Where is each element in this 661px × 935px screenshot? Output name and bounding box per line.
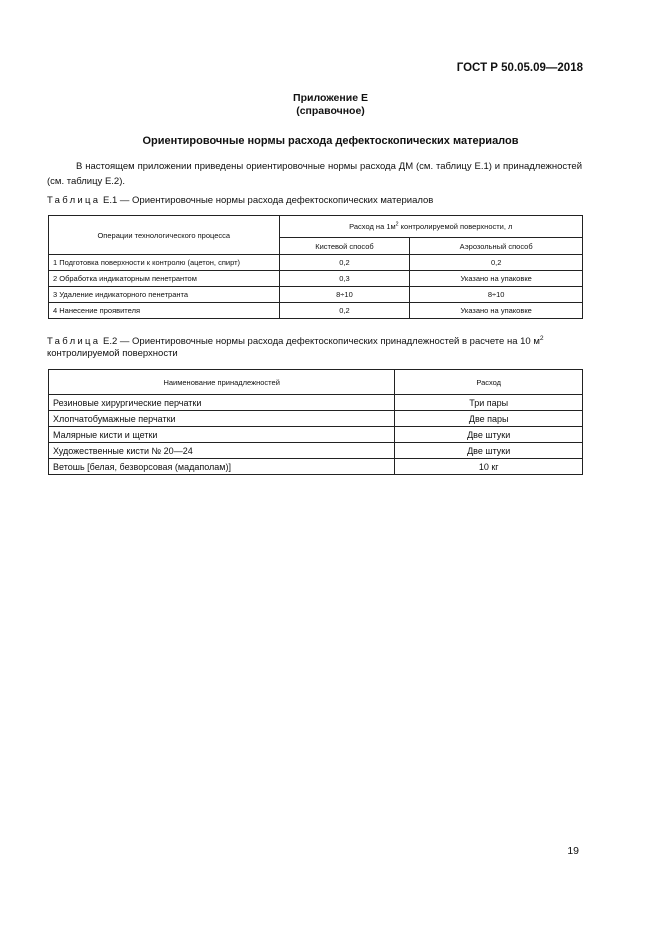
appendix-type: (справочное) [296,105,365,117]
table1-header-consumption-pre: Расход на 1м [349,222,396,231]
table-row [49,271,583,287]
table1-caption [47,195,433,206]
table-row [49,287,583,303]
page-number: 19 [567,845,579,857]
table2-cell-name: Резиновые хирургические перчатки [49,395,395,411]
table2-cell-name: Художественные кисти № 20—24 [49,443,395,459]
table1-cell-brush: 0,3 [279,271,410,287]
table1-header-operation: Операции технологического процесса [49,216,280,255]
table2-cell-name: Малярные кисти и щетки [49,427,395,443]
table1 [48,215,583,319]
table1-cell-operation: 3 Удаление индикаторного пенетранта [49,287,280,303]
table1-header-consumption [279,216,582,238]
intro-paragraph: В настоящем приложении приведены ориентировочные нормы расхода ДМ (см. таблицу Е.1) и принадлежностей (см. таблицу Е.2). [47,161,582,187]
table-row [49,395,583,411]
table2-cell-value: Две пары [395,411,583,427]
table1-cell-aerosol: 0,2 [410,255,583,271]
table1-cell-aerosol: Указано на упаковке [410,271,583,287]
table1-cell-aerosol: Указано на упаковке [410,303,583,319]
table2-cell-name: Ветошь [белая, безворсовая (мадаполам)] [49,459,395,475]
table2-header-consumption: Расход [395,370,583,395]
table1-header-consumption-post: контролируемой поверхности, л [398,222,513,231]
table2-caption-text: Е.2 — Ориентировочные нормы расхода дефектоскопических принадлежностей в расчете на 10 м [103,336,540,347]
table2-caption-label: Таблица [47,336,101,347]
table1-cell-operation: 4 Нанесение проявителя [49,303,280,319]
table-row [49,255,583,271]
table2-cell-value: 10 кг [395,459,583,475]
table-row [49,427,583,443]
appendix-heading [0,92,661,118]
table1-cell-operation: 1 Подготовка поверхности к контролю (ацетон, спирт) [49,255,280,271]
table-row [49,459,583,475]
appendix-title: Приложение Е [293,92,368,104]
document-code: ГОСТ Р 50.05.09—2018 [456,62,583,74]
table1-cell-brush: 0,2 [279,303,410,319]
section-title: Ориентировочные нормы расхода дефектоскопических материалов [142,135,519,147]
table2-caption-line2: контролируемой поверхности [47,348,178,359]
table1-caption-label: Таблица [47,195,101,206]
table1-cell-brush: 0,2 [279,255,410,271]
table2-header-row [49,370,583,395]
table2-header-name: Наименование принадлежностей [49,370,395,395]
table2-cell-name: Хлопчатобумажные перчатки [49,411,395,427]
table1-header-consumption-sup: 2 [395,221,399,228]
table2-cell-value: Две штуки [395,443,583,459]
table1-caption-text: Е.1 — Ориентировочные нормы расхода дефектоскопических материалов [103,195,434,206]
table1-cell-brush: 8÷10 [279,287,410,303]
table-row [49,303,583,319]
table2-caption-sup: 2 [539,334,544,342]
table-row [49,411,583,427]
table2-cell-value: Три пары [395,395,583,411]
table1-cell-aerosol: 8÷10 [410,287,583,303]
table2-caption [47,336,587,360]
table2 [48,369,583,475]
table1-header-row [49,216,583,238]
table1-header-brush: Кистевой способ [279,238,410,255]
table2-cell-value: Две штуки [395,427,583,443]
table-row [49,443,583,459]
table1-header-aerosol: Аэрозольный способ [410,238,583,255]
table1-cell-operation: 2 Обработка индикаторным пенетрантом [49,271,280,287]
